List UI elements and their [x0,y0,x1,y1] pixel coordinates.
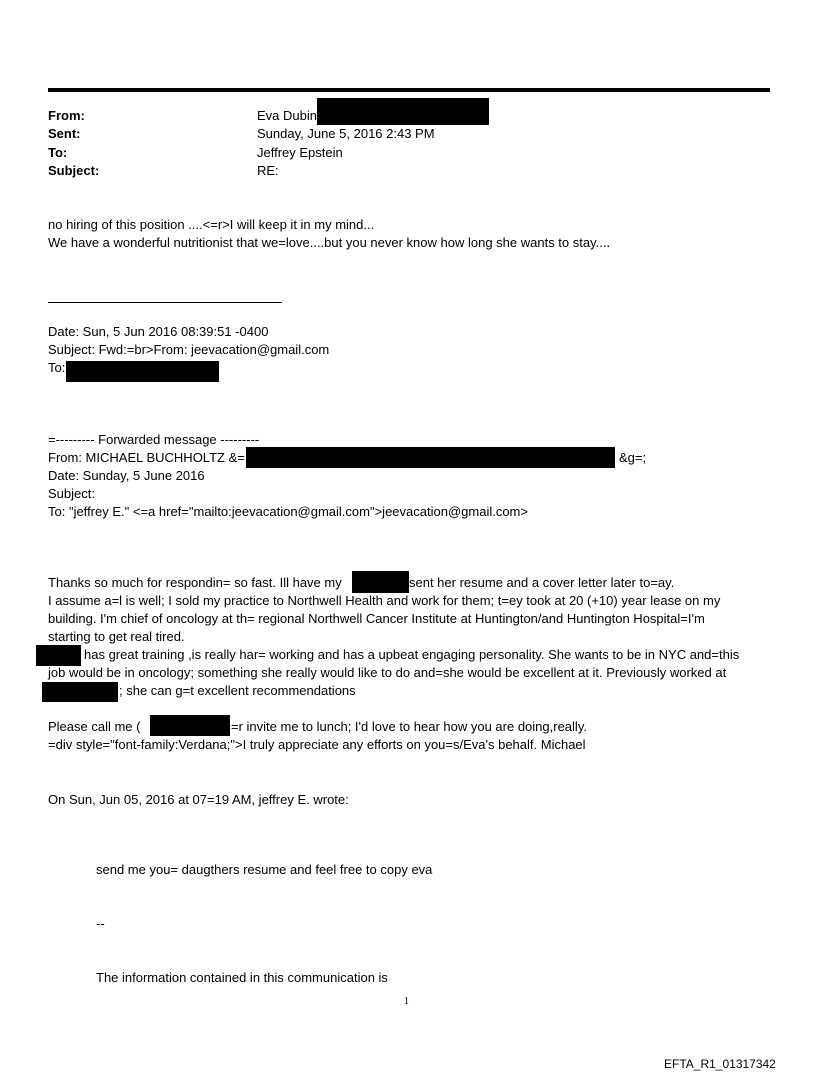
body-line-1a: Thanks so much for respondin= so fast. Ill have my [48,575,342,590]
redaction-block [36,645,81,666]
from-value: Eva Dubin [257,108,317,123]
body-line-2: I assume a=l is well; I sold my practice to Northwell Health and work for them; t=ey took at 20 (+10) year lease on my [48,593,721,608]
redaction-block [317,98,489,125]
redaction-block [66,361,219,382]
forwarded-marker: =--------- Forwarded message --------- [48,432,260,447]
body-line-8a: Please call me ( [48,719,141,734]
quoted-signature-separator: -- [96,916,105,931]
forwarded-from: From: MICHAEL BUCHHOLTZ &= [48,450,245,465]
to-value: Jeffrey Epstein [257,145,343,160]
body-line-1b: sent her resume and a cover letter later to=ay. [409,575,675,590]
redaction-block [352,571,409,593]
forward-to: To: [48,360,66,375]
subject-value: RE: [257,163,279,178]
forwarded-from-suffix: &g=; [619,450,647,465]
quoted-intro: On Sun, Jun 05, 2016 at 07=19 AM, jeffrey E. wrote: [48,792,349,807]
redaction-block [150,715,230,736]
to-label: To: [48,145,68,160]
forwarded-subject: Subject: [48,486,95,501]
body-line-9: =div style="font-family:Verdana;">I truly appreciate any efforts on you=s/Eva's behalf. Michael [48,737,586,752]
body-line-3: building. I'm chief of oncology at th= regional Northwell Cancer Institute at Huntington/and Huntington Hospital=I'm [48,611,705,626]
forward-date: Date: Sun, 5 Jun 2016 08:39:51 -0400 [48,324,269,339]
body-line-5: has great training ,is really har= working and has a upbeat engaging personality. She wants to be in NYC and=this [84,647,740,662]
subject-label: Subject: [48,163,100,178]
quoted-line-1: send me you= daugthers resume and feel free to copy eva [96,862,433,877]
separator-line [48,302,282,303]
body-line-4: starting to get real tired. [48,629,185,644]
page-number: 1 [404,996,409,1007]
redaction-block [42,682,118,702]
header-rule [48,88,770,92]
reply-line-1: no hiring of this position ....<=r>I will keep it in my mind... [48,217,375,232]
sent-value: Sunday, June 5, 2016 2:43 PM [257,126,435,141]
forwarded-to: To: "jeffrey E." <=a href="mailto:jeevacation@gmail.com">jeevacation@gmail.com> [48,504,528,519]
body-line-7: ; she can g=t excellent recommendations [119,683,356,698]
redaction-block [246,447,615,468]
document-id: EFTA_R1_01317342 [664,1057,776,1071]
quoted-notice: The information contained in this communication is [96,970,388,985]
body-line-6: job would be in oncology; something she really would like to do and=she would be excellent at it. Previously worked at [48,665,727,680]
sent-label: Sent: [48,126,81,141]
reply-line-2: We have a wonderful nutritionist that we=love....but you never know how long she wants to stay.... [48,235,611,250]
forward-subject: Subject: Fwd:=br>From: jeevacation@gmail.com [48,342,330,357]
body-line-8b: =r invite me to lunch; I'd love to hear how you are doing,really. [231,719,587,734]
from-label: From: [48,108,85,123]
forwarded-date: Date: Sunday, 5 June 2016 [48,468,205,483]
